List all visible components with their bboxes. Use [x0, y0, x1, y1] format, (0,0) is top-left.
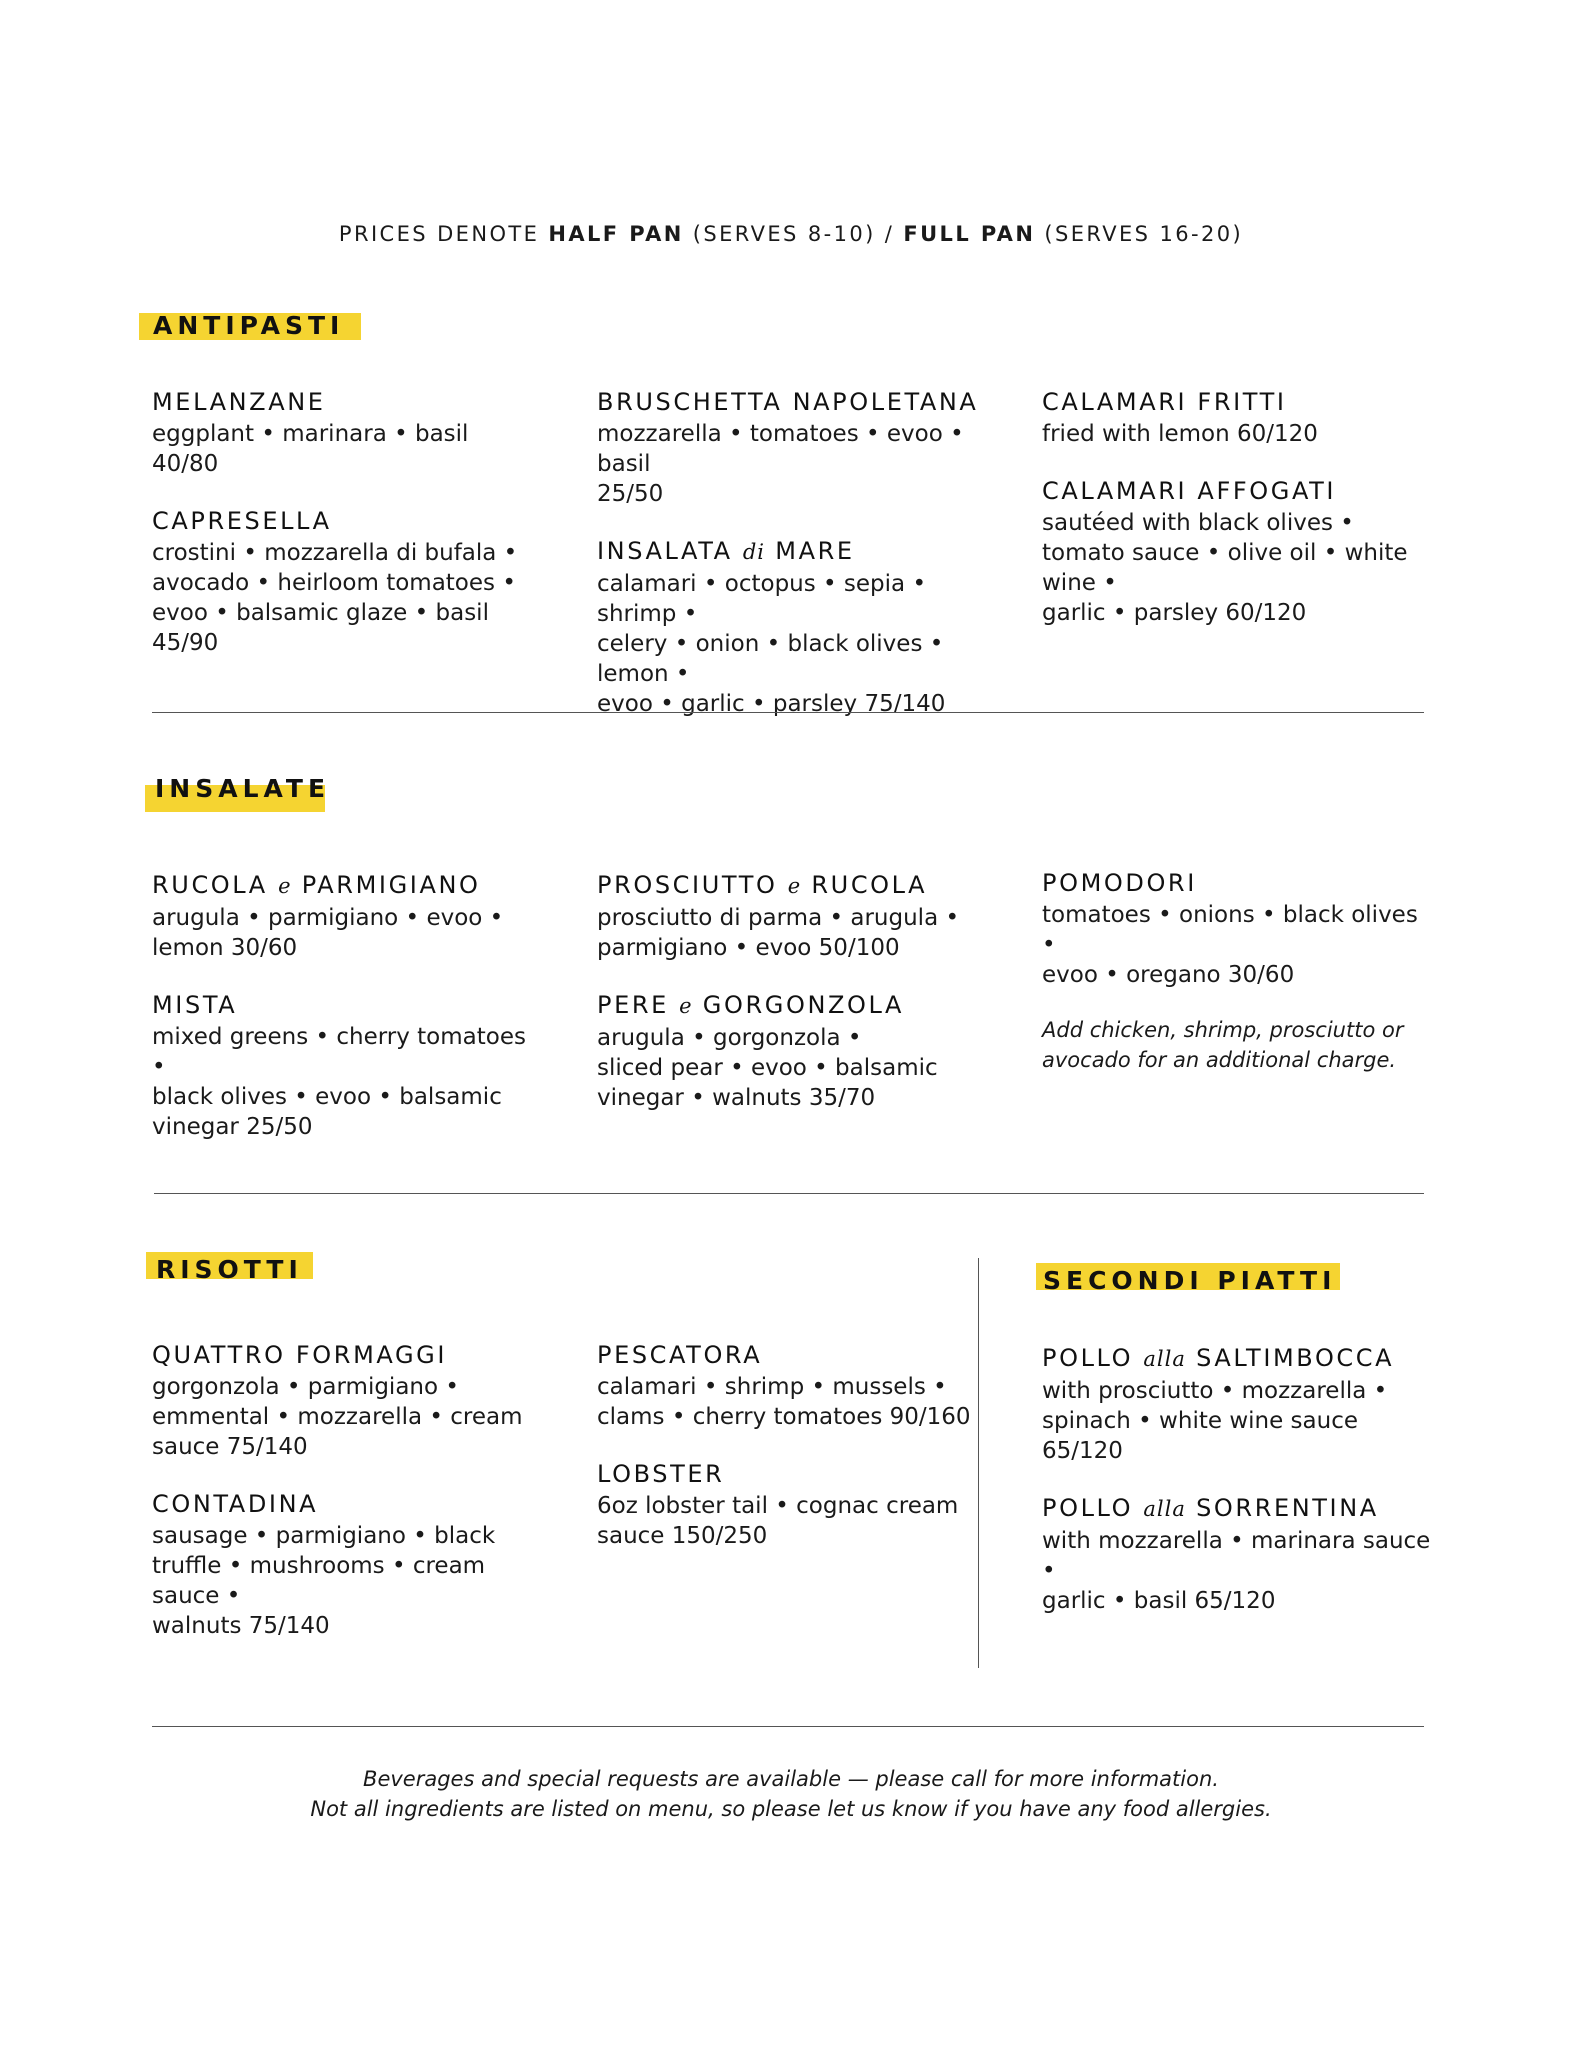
item-name: CALAMARI FRITTI	[1042, 388, 1287, 416]
menu-item	[597, 534, 987, 719]
item-name-part: POLLO	[1042, 1494, 1134, 1522]
menu-item	[152, 1487, 542, 1641]
item-name: CONTADINA	[152, 1490, 319, 1518]
menu-item	[1042, 866, 1432, 990]
item-name-connector: e	[278, 874, 292, 898]
item-name-connector: alla	[1143, 1497, 1186, 1521]
footer-line-2: Not all ingredients are listed on menu, so please let us know if you have any food allergies.	[310, 1797, 1272, 1821]
item-name: BRUSCHETTA NAPOLETANA	[597, 388, 979, 416]
item-name: CALAMARI AFFOGATI	[1042, 477, 1337, 505]
item-description: prosciutto di parma • arugula • parmigiano • evoo 50/100	[597, 905, 960, 961]
item-name: CAPRESELLA	[152, 507, 332, 535]
item-description: calamari • shrimp • mussels • clams • cherry tomatoes 90/160	[597, 1374, 971, 1430]
item-name: POMODORI	[1042, 869, 1197, 897]
item-description: fried with lemon 60/120	[1042, 421, 1318, 447]
item-name-part: RUCOLA	[811, 871, 928, 899]
item-name	[1042, 1341, 1442, 1376]
item-description: sausage • parmigiano • black truffle • mushrooms • cream sauce • walnuts 75/140	[152, 1523, 496, 1639]
item-name-connector: alla	[1143, 1347, 1186, 1371]
menu-item	[597, 1457, 987, 1551]
antipasti-column-3	[1042, 385, 1432, 653]
item-name-part: SORRENTINA	[1196, 1494, 1379, 1522]
half-pan-label: HALF PAN	[548, 222, 684, 246]
item-description: arugula • gorgonzola • sliced pear • evoo • balsamic vinegar • walnuts 35/70	[597, 1025, 938, 1111]
add-on-note: Add chicken, shrimp, prosciutto or avocado for an additional charge.	[1042, 1018, 1404, 1072]
menu-item	[152, 385, 542, 479]
item-description: tomatoes • onions • black olives • evoo • oregano 30/60	[1042, 902, 1418, 988]
footer-note	[0, 1764, 1582, 1824]
item-name: MELANZANE	[152, 388, 326, 416]
section-divider	[152, 1726, 1424, 1727]
section-divider	[154, 1193, 1424, 1194]
insalate-column-3	[1042, 866, 1432, 1075]
item-name-part: INSALATA	[597, 537, 733, 565]
item-name	[597, 534, 987, 569]
item-name-part: MARE	[775, 537, 855, 565]
insalate-title: INSALATE	[155, 774, 331, 803]
item-description: with prosciutto • mozzarella • spinach • white wine sauce 65/120	[1042, 1378, 1388, 1464]
risotti-column-2	[597, 1338, 987, 1576]
item-name-part: PROSCIUTTO	[597, 871, 778, 899]
risotti-column-1	[152, 1338, 542, 1666]
item-description: sautéed with black olives • tomato sauce • olive oil • white wine • garlic • parsley 60/120	[1042, 510, 1408, 626]
item-name	[1042, 1491, 1442, 1526]
item-name: QUATTRO FORMAGGI	[152, 1341, 448, 1369]
item-description: with mozzarella • marinara sauce • garlic • basil 65/120	[1042, 1528, 1431, 1614]
insalate-column-1	[152, 868, 542, 1167]
menu-item	[597, 385, 987, 509]
pricing-note	[0, 222, 1582, 246]
section-divider	[152, 712, 1424, 713]
item-name-part: PERE	[597, 991, 669, 1019]
item-name-part: RUCOLA	[152, 871, 268, 899]
item-description: 6oz lobster tail • cognac cream sauce 150/250	[597, 1493, 959, 1549]
item-name	[152, 868, 542, 903]
menu-item	[152, 988, 542, 1142]
item-name-part: PARMIGIANO	[301, 871, 481, 899]
secondi-title: SECONDI PIATTI	[1043, 1266, 1337, 1295]
antipasti-column-1	[152, 385, 542, 683]
menu-item	[1042, 474, 1432, 628]
item-name	[597, 868, 987, 903]
antipasti-column-2	[597, 385, 987, 744]
menu-item	[597, 988, 987, 1113]
item-description: eggplant • marinara • basil 40/80	[152, 421, 469, 477]
half-pan-serves: (SERVES 8-10) /	[683, 222, 904, 246]
full-pan-label: FULL PAN	[903, 222, 1036, 246]
full-pan-serves: (SERVES 16-20)	[1035, 222, 1244, 246]
item-description: mixed greens • cherry tomatoes • black olives • evoo • balsamic vinegar 25/50	[152, 1024, 526, 1140]
pricing-note-prefix: PRICES DENOTE	[338, 222, 549, 246]
item-description: mozzarella • tomatoes • evoo • basil 25/50	[597, 421, 964, 507]
menu-item	[1042, 1491, 1442, 1616]
item-name-part: POLLO	[1042, 1344, 1134, 1372]
menu-item	[152, 504, 542, 658]
menu-item	[152, 868, 542, 963]
item-description: crostini • mozzarella di bufala • avocado • heirloom tomatoes • evoo • balsamic glaze • basil 45/90	[152, 540, 518, 656]
item-description: arugula • parmigiano • evoo • lemon 30/60	[152, 905, 504, 961]
item-name-part: GORGONZOLA	[702, 991, 905, 1019]
menu-item	[597, 1338, 987, 1432]
item-name-connector: e	[787, 874, 802, 898]
menu-item	[1042, 1341, 1442, 1466]
antipasti-title: ANTIPASTI	[153, 311, 345, 340]
item-name	[597, 988, 987, 1023]
item-name-part: SALTIMBOCCA	[1196, 1344, 1395, 1372]
item-name: MISTA	[152, 991, 238, 1019]
menu-item	[1042, 385, 1432, 449]
item-name-connector: di	[742, 540, 766, 564]
menu-item	[152, 1338, 542, 1462]
item-name: PESCATORA	[597, 1341, 763, 1369]
item-description: calamari • octopus • sepia • shrimp • celery • onion • black olives • lemon • evoo • garlic • parsley 75/140	[597, 571, 946, 717]
risotti-title: RISOTTI	[156, 1255, 303, 1284]
secondi-column	[1042, 1341, 1442, 1641]
item-description: gorgonzola • parmigiano • emmental • mozzarella • cream sauce 75/140	[152, 1374, 523, 1460]
item-name: LOBSTER	[597, 1460, 725, 1488]
footer-line-1: Beverages and special requests are available — please call for more information.	[363, 1767, 1219, 1791]
menu-item	[597, 868, 987, 963]
item-name-connector: e	[679, 994, 693, 1018]
insalate-column-2	[597, 868, 987, 1138]
column-divider	[978, 1258, 979, 1668]
